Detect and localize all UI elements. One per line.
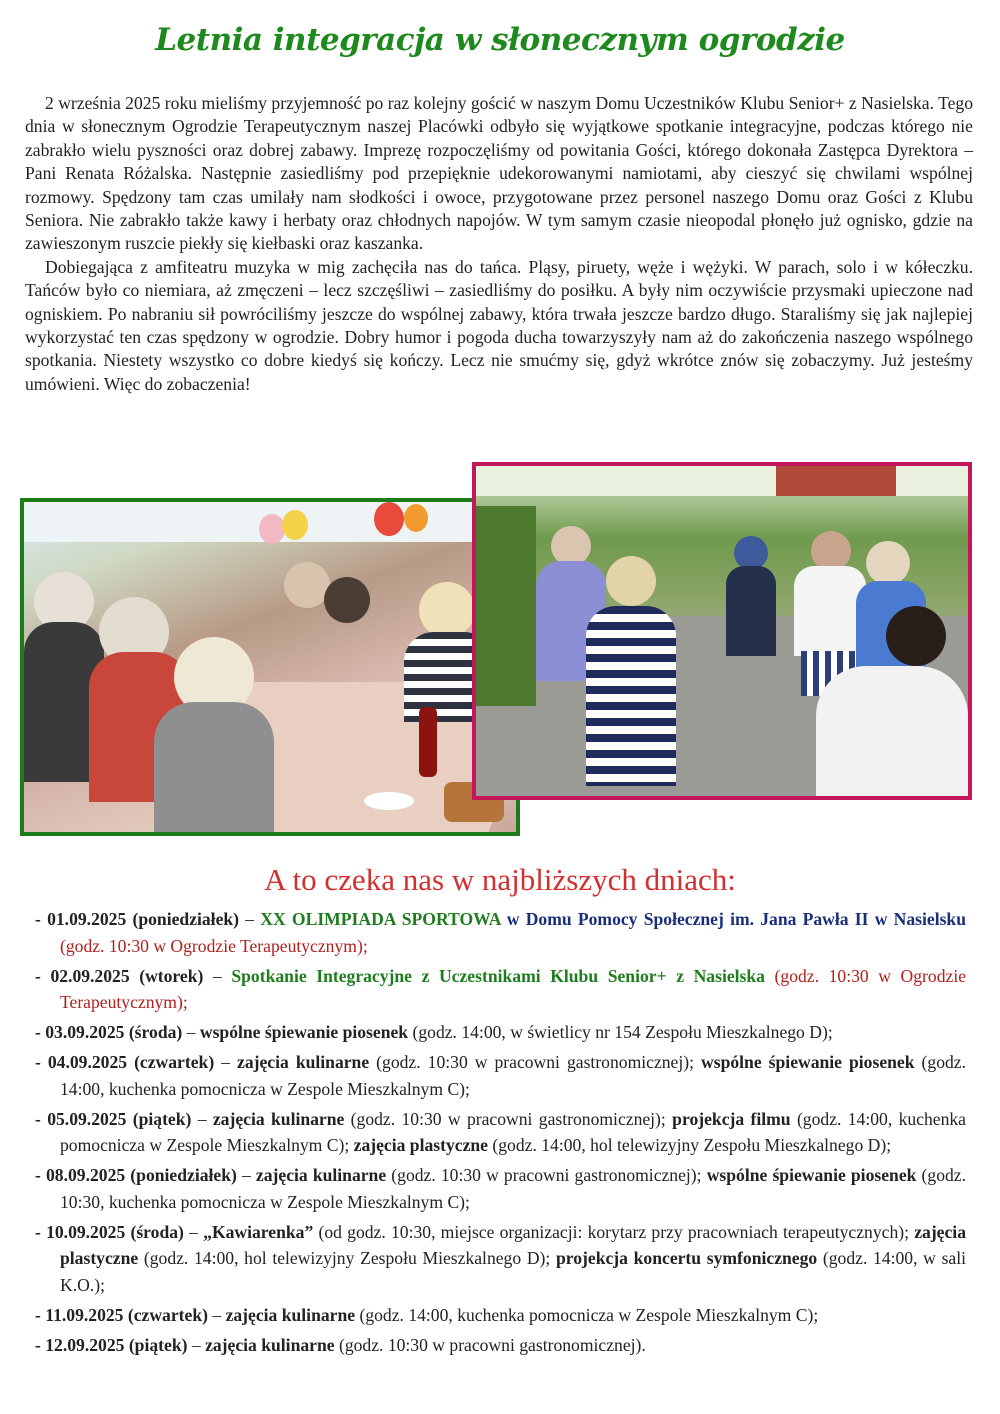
event-item — [35, 1019, 966, 1046]
event-item — [35, 963, 966, 1016]
event-separator: – — [207, 1304, 226, 1325]
event-title: Spotkanie Integracyjne z Uczestnikami Klubu Senior+ z Nasielska — [231, 965, 765, 986]
event-activity: wspólne śpiewanie piosenek — [706, 1165, 917, 1185]
event-separator: – — [214, 1052, 238, 1072]
event-activity: zajęcia kulinarne — [212, 1108, 345, 1129]
article-paragraph: Dobiegająca z amfiteatru muzyka w mig zachęciła nas do tańca. Pląsy, piruety, węże i wężyki. W parach, solo i w kółeczku. Tańców było co niemiara, aż zmęczeni – lecz szczęśliwi – zasiedliśmy do posiłku. A były nim oczywiście przysmaki upieczone nad ogniskiem. Po nabraniu sił powróciliśmy jeszcze do wspólnej zabawy, która trwała jeszcze bardzo długo. Staraliśmy się jak najlepiej wykorzystać ten czas spędzony w ogrodzie. Dobry humor i pogoda ducha towarzyszyły nam aż do zakończenia naszego wspólnego spotkania. Niestety wszystko co dobre kiedyś się kończy. Lecz nie smućmy się, gdyż wkrótce znów się zobaczymy. Już jesteśmy umówieni. Więc do zobaczenia! — [25, 256, 973, 394]
event-item — [35, 906, 966, 959]
event-date: - 02.09.2025 (wtorek) — [35, 965, 204, 986]
event-title: XX OLIMPIADA SPORTOWA — [260, 909, 501, 929]
event-activity: zajęcia plastyczne — [60, 1221, 966, 1268]
event-details: (od godz. 10:30, miejsce organizacji: korytarz przy pracowniach terapeutycznych); — [313, 1221, 915, 1242]
event-date: - 04.09.2025 (czwartek) — [35, 1052, 215, 1072]
event-details: (godz. 14:00, w świetlicy nr 154 Zespołu Mieszkalnego D); — [408, 1022, 833, 1042]
event-activity: zajęcia plastyczne — [353, 1135, 488, 1155]
photo-garden-dancing — [472, 462, 972, 800]
upcoming-section-title: A to czeka nas w najbliższych dniach: — [264, 862, 736, 897]
event-date: - 05.09.2025 (piątek) — [35, 1108, 192, 1129]
event-details: (godz. 10:30 w pracowni gastronomicznej). — [334, 1334, 646, 1355]
event-activity: projekcja filmu — [672, 1108, 791, 1129]
article-paragraph: 2 września 2025 roku mieliśmy przyjemność po raz kolejny gościć w naszym Domu Uczestników Klubu Senior+ z Nasielska. Tego dnia w słonecznym Ogrodzie Terapeutycznym naszej Placówki odbyło się wyjątkowe spotkanie integracyjne, podczas którego nie zabrakło wielu pyszności oraz dobrej zabawy. Imprezę rozpoczęliśmy od powitania Gości, którego dokonała Zastępca Dyrektora – Pani Renata Różalska. Następnie zasiedliśmy pod przepięknie udekorowanymi namiotami, aby cieszyć się chwilami wspólnej rozmowy. Spędzony tam czas umilały nam słodkości i owoce, przygotowane przez personel naszego Domu oraz Gości z Klubu Seniora. Nie zabrakło także kawy i herbaty oraz chłodnych napojów. W tym samym czasie nieopodal płonęło już ognisko, gdzie na zawieszonym ruszcie piekły się kiełbaski oraz kaszanka. — [25, 93, 973, 254]
event-separator: – — [236, 1165, 256, 1185]
event-item — [35, 1332, 966, 1359]
event-separator: – — [187, 1334, 206, 1355]
page-title: Letnia integracja w słonecznym ogrodzie — [155, 22, 845, 58]
event-details: (godz. 14:00, kuchenka pomocnicza w Zespole Mieszkalnym C); — [60, 1108, 966, 1155]
event-date: - 01.09.2025 (poniedziałek) — [35, 909, 240, 929]
event-details: (godz. 14:00, hol telewizyjny Zespołu Mieszkalnego D); — [488, 1135, 892, 1155]
event-separator: – — [183, 1221, 204, 1242]
event-activity: zajęcia kulinarne — [255, 1165, 387, 1185]
event-date: - 08.09.2025 (poniedziałek) — [35, 1165, 237, 1185]
event-details: (godz. 14:00, hol telewizyjny Zespołu Mieszkalnego D); — [138, 1248, 556, 1268]
event-activity: wspólne śpiewanie piosenek — [199, 1022, 409, 1042]
event-details: (godz. 10:30, kuchenka pomocnicza w Zespole Mieszkalnym C); — [60, 1165, 967, 1212]
event-item — [35, 1302, 966, 1329]
event-separator: – — [182, 1022, 200, 1042]
photo-table-gathering — [20, 498, 520, 836]
event-details: (godz. 14:00, kuchenka pomocnicza w Zespole Mieszkalnym C); — [355, 1304, 819, 1325]
event-date: - 12.09.2025 (piątek) — [35, 1334, 188, 1355]
event-details: (godz. 10:30 w pracowni gastronomicznej); — [344, 1108, 673, 1129]
event-details: (godz. 10:30 w Ogrodzie Terapeutycznym); — [60, 965, 967, 1012]
event-activity: projekcja koncertu symfonicznego — [555, 1248, 818, 1268]
event-date: - 11.09.2025 (czwartek) — [35, 1304, 208, 1325]
event-details: (godz. 10:30 w pracowni gastronomicznej); — [386, 1165, 707, 1185]
event-activity: „Kawiarenka” — [203, 1221, 314, 1242]
event-details: (godz. 10:30 w pracowni gastronomicznej); — [369, 1052, 702, 1072]
event-separator: – — [191, 1108, 213, 1129]
event-separator: – — [239, 909, 261, 929]
event-item — [35, 1106, 966, 1159]
event-activity: zajęcia kulinarne — [225, 1304, 356, 1325]
event-date: - 03.09.2025 (środa) — [35, 1022, 183, 1042]
event-details: (godz. 10:30 w Ogrodzie Terapeutycznym); — [60, 935, 368, 956]
event-date: - 10.09.2025 (środa) — [35, 1221, 184, 1242]
event-details: (godz. 14:00, w sali K.O.); — [60, 1248, 966, 1295]
event-activity: zajęcia kulinarne — [205, 1334, 335, 1355]
event-place: w Domu Pomocy Społecznej im. Jana Pawła II w Nasielsku — [500, 909, 966, 929]
event-activity: zajęcia kulinarne — [237, 1052, 370, 1072]
event-separator: – — [203, 965, 232, 986]
event-details: (godz. 14:00, kuchenka pomocnicza w Zespole Mieszkalnym C); — [60, 1052, 966, 1099]
event-item — [35, 1219, 966, 1299]
article-body — [25, 92, 973, 396]
event-item — [35, 1162, 966, 1215]
upcoming-events-list — [35, 906, 966, 1362]
event-item — [35, 1049, 966, 1102]
event-activity: wspólne śpiewanie piosenek — [701, 1052, 915, 1072]
